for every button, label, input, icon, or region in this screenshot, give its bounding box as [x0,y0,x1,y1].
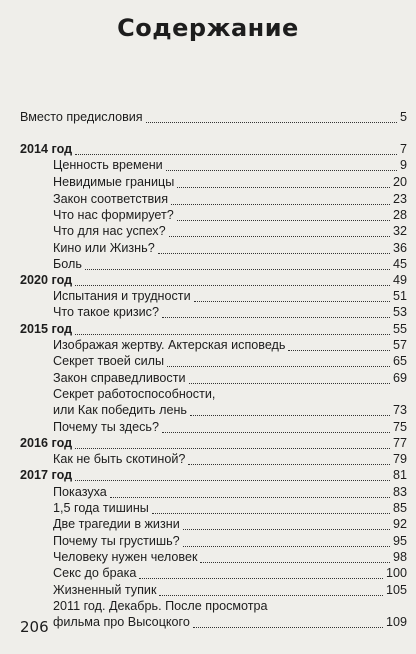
toc-entry-page: 7 [399,142,407,156]
toc-entry-page: 73 [392,403,407,417]
toc-entry-label: Человеку нужен человек [53,550,198,564]
toc-entry-page: 49 [392,273,407,287]
toc-entry-label: Невидимые границы [53,175,175,189]
page-number: 206 [20,618,49,636]
toc-entry-page: 75 [392,420,407,434]
toc-entry-label: фильма про Высоцкого [53,615,190,629]
toc-entry-page: 92 [392,517,407,531]
toc-entry-label: или Как победить лень [53,403,187,417]
toc-entry-page: 69 [392,371,407,385]
toc-entry-page: 20 [392,175,407,189]
toc-entry-page: 77 [392,436,407,450]
toc-entry-label: 1,5 года тишины [53,501,149,515]
toc-entry-page: 83 [392,485,407,499]
toc-entry-first-line: 2011 год. Декабрь. После просмотра [53,599,268,613]
dot-leader [189,365,390,384]
toc-entry-page: 32 [392,224,407,238]
toc-entry-page: 95 [392,534,407,548]
toc-entry-page: 109 [385,615,407,629]
toc-entry-label: Жизненный тупик [53,583,157,597]
toc-entry-label: Кино или Жизнь? [53,241,155,255]
toc-entry-page: 85 [392,501,407,515]
toc-entry-label: Показуха [53,485,107,499]
toc-entry-page: 45 [392,257,407,271]
toc-entry-label: 2016 год [20,436,73,450]
toc-entry-page: 51 [392,289,407,303]
toc-entry-page: 28 [392,208,407,222]
toc-entry-page: 5 [399,110,407,124]
toc-entry-page: 55 [392,322,407,336]
toc-entry-first-line: Секрет работоспособности, [53,387,216,401]
toc-entry-label: Две трагедии в жизни [53,517,180,531]
dot-leader [193,609,383,628]
toc-entry-label: Почему ты здесь? [53,420,159,434]
toc-entry-page: 81 [392,468,407,482]
toc-entry-page: 23 [392,192,407,206]
toc-entry [0,613,416,631]
toc-entry-label: Закон справедливости [53,371,186,385]
toc-entry-label: Боль [53,257,82,271]
dot-leader [146,104,397,123]
toc-entry-label: Испытания и трудности [53,289,191,303]
toc-entry-page: 53 [392,305,407,319]
toc-entry-page: 98 [392,550,407,564]
toc-entry-label: 2015 год [20,322,73,336]
toc-entry-label: Секрет твоей силы [53,354,165,368]
toc-entry-label: 2017 год [20,468,73,482]
toc-entry-label: Ценность времени [53,158,163,172]
toc-entry-page: 100 [385,566,407,580]
toc-entry-page: 79 [392,452,407,466]
toc-entry-label: Изображая жертву. Актерская исповедь [53,338,286,352]
toc-entry-label: 2020 год [20,273,73,287]
toc-entry-label: Как не быть скотиной? [53,452,186,466]
toc-entry-label: Что такое кризис? [53,305,159,319]
dot-leader [159,577,383,596]
toc-entry-page: 36 [392,241,407,255]
toc-entry-label: Что для нас успех? [53,224,166,238]
toc-entry-page: 65 [392,354,407,368]
toc-entry-label: Почему ты грустишь? [53,534,180,548]
toc-entry-label: 2014 год [20,142,73,156]
toc-entry-label: Вместо предисловия [20,110,143,124]
toc-entry-label: Секс до брака [53,566,137,580]
toc-entry-page: 9 [399,158,407,172]
toc-entry-label: Что нас формирует? [53,208,174,222]
toc-entry-page: 105 [385,583,407,597]
toc-entry [0,108,416,126]
toc-entry-page: 57 [392,338,407,352]
toc-entry-label: Закон соответствия [53,192,169,206]
page-title: Содержание [117,14,299,42]
